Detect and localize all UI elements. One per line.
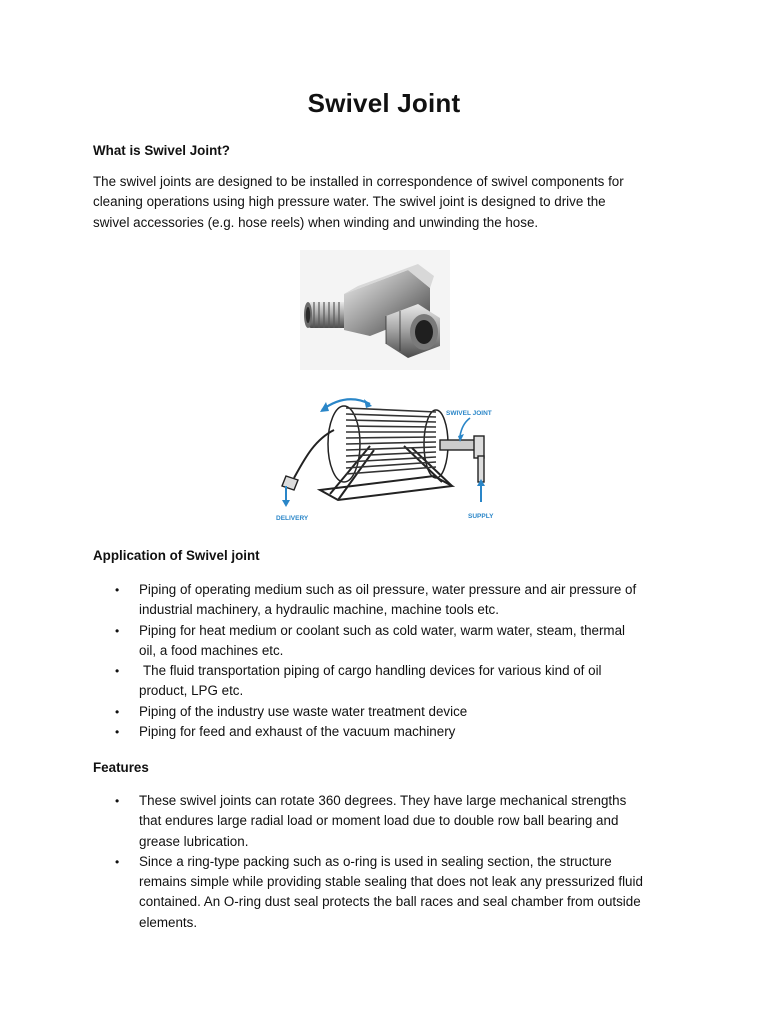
paragraph-line: The swivel joints are designed to be installed in correspondence of swivel components for bbox=[93, 174, 624, 189]
list-item bbox=[93, 852, 673, 933]
bullet-icon: • bbox=[115, 725, 120, 740]
hose-reel-diagram bbox=[274, 390, 496, 526]
bullet-icon: • bbox=[115, 854, 120, 869]
label-swivel-joint: SWIVEL JOINT bbox=[446, 410, 492, 417]
list-item-line: industrial machinery, a hydraulic machine, machine tools etc. bbox=[139, 602, 499, 618]
bullet-icon: • bbox=[115, 623, 120, 638]
list-item bbox=[93, 722, 673, 742]
section-heading-application: Application of Swivel joint bbox=[93, 548, 260, 563]
list-item-line: product, LPG etc. bbox=[139, 683, 244, 699]
features-list bbox=[93, 791, 673, 933]
list-item-line: Since a ring-type packing such as o-ring is used in sealing section, the structure bbox=[139, 853, 612, 869]
list-item-line: Piping for feed and exhaust of the vacuum machinery bbox=[139, 724, 456, 740]
paragraph-line: swivel accessories (e.g. hose reels) when winding and unwinding the hose. bbox=[93, 214, 539, 230]
list-item bbox=[93, 791, 673, 852]
intro-paragraph bbox=[93, 172, 673, 233]
section-heading-features: Features bbox=[93, 760, 149, 775]
page-title: Swivel Joint bbox=[307, 88, 461, 118]
list-item-line: These swivel joints can rotate 360 degrees. They have large mechanical strengths bbox=[139, 793, 627, 808]
list-item bbox=[93, 621, 673, 662]
bullet-icon: • bbox=[115, 664, 120, 679]
swivel-joint-photo bbox=[300, 250, 450, 370]
list-item-line: Piping for heat medium or coolant such as cold water, warm water, steam, thermal bbox=[139, 622, 625, 638]
paragraph-line: cleaning operations using high pressure water. The swivel joint is designed to drive the bbox=[93, 194, 606, 210]
list-item-line: that endures large radial load or moment load due to double row ball bearing and bbox=[139, 813, 619, 829]
list-item-line: grease lubrication. bbox=[139, 833, 249, 849]
list-item-line: The fluid transportation piping of cargo handling devices for various kind of oil bbox=[143, 663, 602, 679]
list-item-line: elements. bbox=[139, 914, 198, 930]
list-item-line: Piping of the industry use waste water treatment device bbox=[139, 703, 468, 719]
bullet-icon: • bbox=[115, 704, 120, 719]
list-item bbox=[93, 661, 673, 702]
list-item-line: remains simple while providing stable sealing that does not leak any pressurized fluid bbox=[139, 874, 643, 890]
label-delivery: DELIVERY bbox=[276, 515, 309, 522]
label-supply: SUPPLY bbox=[468, 513, 494, 520]
list-item-line: oil, a food machines etc. bbox=[139, 642, 284, 658]
list-item-line: contained. An O-ring dust seal protects the ball races and seal chamber from outside bbox=[139, 894, 641, 910]
list-item bbox=[93, 580, 673, 621]
list-item bbox=[93, 702, 673, 722]
bullet-icon: • bbox=[115, 583, 120, 597]
application-list bbox=[93, 580, 673, 742]
bullet-icon: • bbox=[115, 794, 120, 808]
list-item-line: Piping of operating medium such as oil pressure, water pressure and air pressure of bbox=[139, 582, 637, 597]
section-heading-what-is: What is Swivel Joint? bbox=[93, 143, 230, 158]
